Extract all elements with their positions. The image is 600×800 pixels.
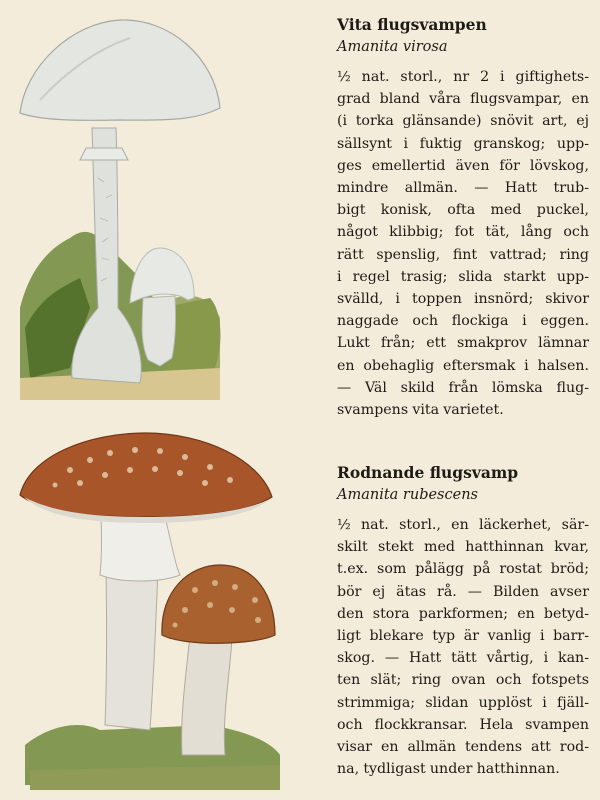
description-line: — Väl skild från lömska flug- bbox=[337, 379, 589, 396]
entry-description bbox=[337, 514, 589, 780]
entry-title: Rodnande flugsvamp bbox=[337, 463, 519, 482]
description-line: strimmiga; slidan upplöst i fjäll- bbox=[337, 694, 589, 711]
description-line: och flockkransar. Hela svampen bbox=[337, 716, 589, 733]
description-line: Lukt från; ett smakprov lämnar bbox=[337, 335, 589, 352]
description-line: ½ nat. storl., en läckerhet, sär- bbox=[337, 517, 589, 533]
description-line: (i torka glänsande) snövit art, ej bbox=[337, 113, 589, 130]
description-line: ges emellertid även för lövskog, bbox=[337, 157, 589, 174]
entry-description bbox=[337, 66, 589, 421]
description-line: den stora parkformen; en betyd- bbox=[337, 605, 589, 622]
description-line: rätt spenslig, fint vattrad; ring bbox=[337, 246, 589, 263]
description-line: skilt stekt med hatthinnan kvar, bbox=[337, 539, 589, 556]
amanita-rubescens-illustration bbox=[10, 425, 330, 795]
description-line: bigt konisk, ofta med puckel, bbox=[337, 202, 589, 219]
description-line: svampens vita varietet. bbox=[337, 402, 504, 419]
description-line: svälld, i toppen insnörd; skivor bbox=[337, 291, 589, 308]
description-line: t.ex. som pålägg på rostat bröd; bbox=[337, 561, 589, 578]
entry-title: Vita flugsvampen bbox=[337, 15, 487, 34]
description-line: naggade och flockiga i eggen. bbox=[337, 313, 589, 330]
description-line: na, tydligast under hatthinnan. bbox=[337, 761, 560, 778]
description-line: i regel trasig; slida starkt upp- bbox=[337, 268, 589, 285]
description-line: grad bland våra flugsvampar, en bbox=[337, 91, 589, 108]
description-line: sällsynt i fuktig granskog; upp- bbox=[337, 135, 589, 152]
entry-amanita-virosa bbox=[337, 14, 589, 421]
description-line: mindre allmän. — Hatt trub- bbox=[337, 180, 589, 197]
description-line: en obehaglig eftersmak i halsen. bbox=[337, 357, 589, 374]
entry-latin-name: Amanita virosa bbox=[337, 39, 448, 55]
description-line: ½ nat. storl., nr 2 i giftighets- bbox=[337, 69, 589, 85]
description-line: ligt blekare typ är vanlig i barr- bbox=[337, 628, 589, 645]
entry-latin-name: Amanita rubescens bbox=[337, 487, 478, 503]
description-line: ten slät; ring ovan och fotspets bbox=[337, 672, 589, 689]
description-line: skog. — Hatt tätt vårtig, i kan- bbox=[337, 650, 589, 667]
entry-amanita-rubescens bbox=[337, 462, 589, 780]
description-line: bör ej ätas rå. — Bilden avser bbox=[337, 583, 589, 600]
description-line: något klibbig; fot tät, lång och bbox=[337, 224, 589, 241]
amanita-virosa-illustration bbox=[10, 8, 330, 408]
description-line: visar en allmän tendens att rod- bbox=[337, 739, 589, 756]
